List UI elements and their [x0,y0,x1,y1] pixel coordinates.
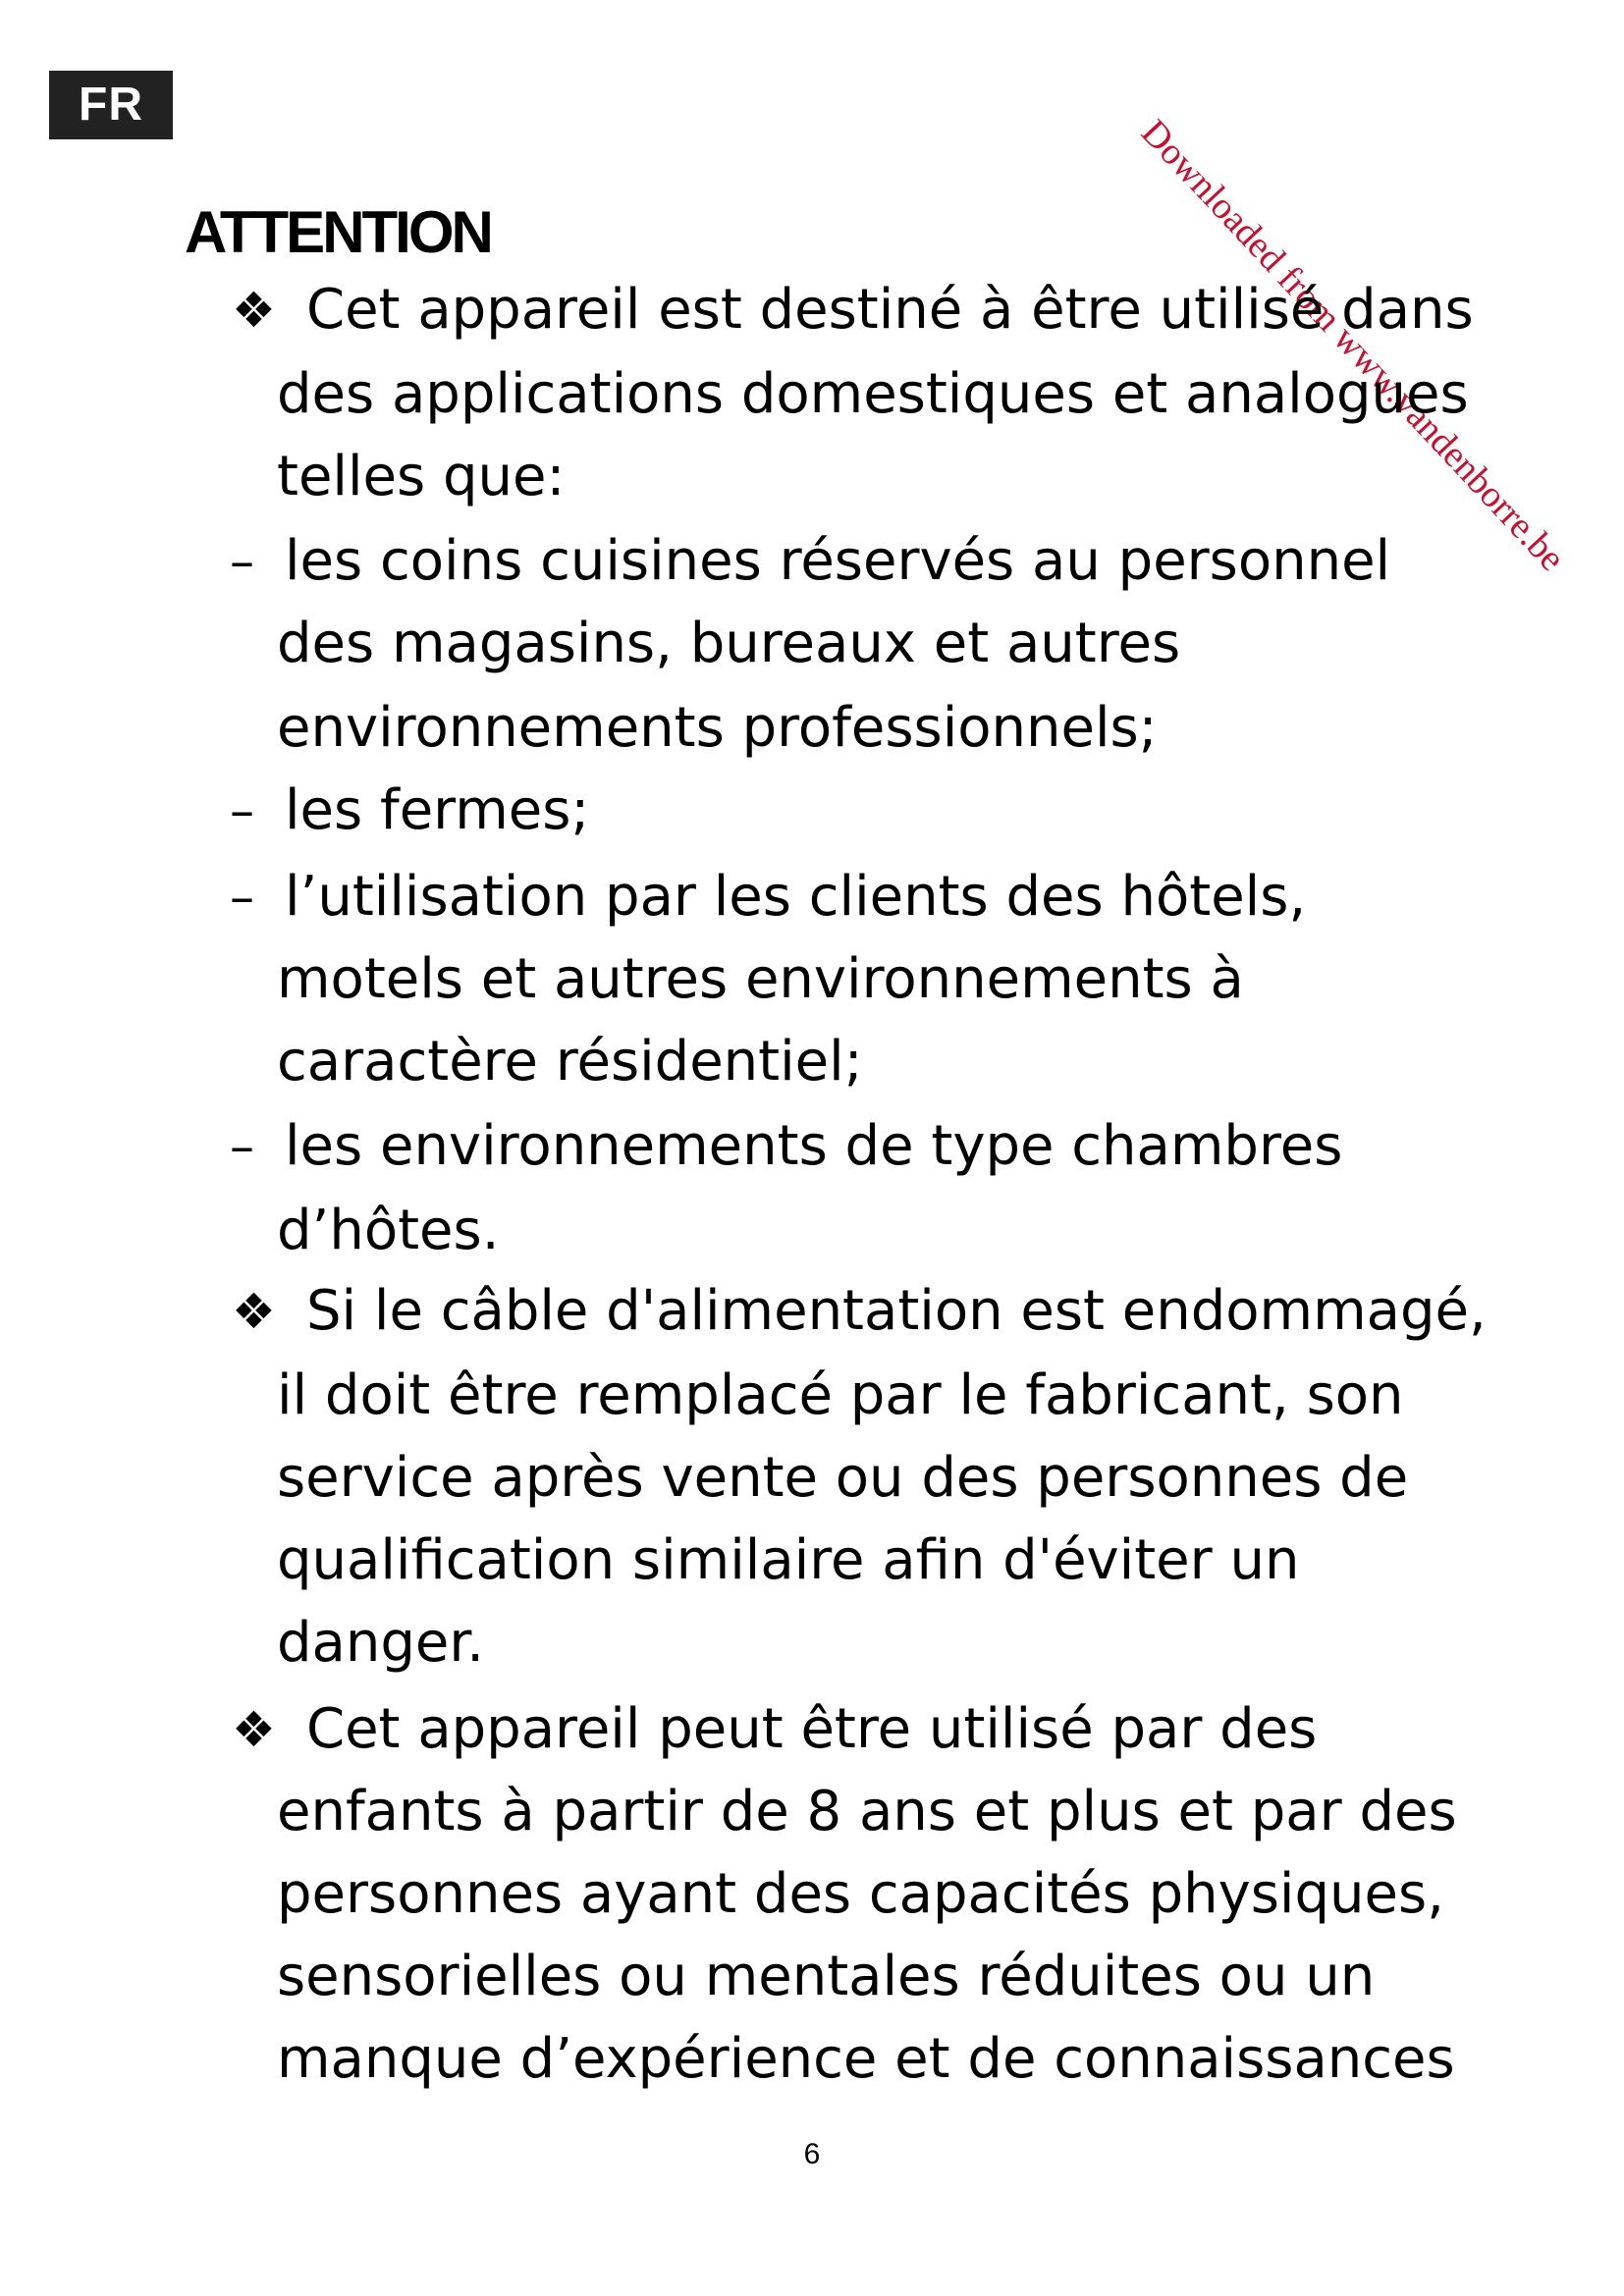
text-line: l’utilisation par les clients des hôtels, [285,865,1307,929]
bullet-marker-icon: ❖ [232,1283,276,1340]
bullet-marker-icon: ❖ [232,282,276,339]
text-line: d’hôtes. [277,1199,500,1262]
dash-marker: – [230,782,254,839]
dash-marker: – [230,869,254,926]
text-line: Cet appareil peut être utilisé par des [306,1697,1318,1761]
text-line: il doit être remplacé par le fabricant, son [277,1363,1404,1427]
dash-marker: – [230,533,254,590]
text-line: des applications domestiques et analogues [277,362,1469,426]
text-line: personnes ayant des capacités physiques, [277,1862,1444,1926]
bullet-marker-icon: ❖ [232,1701,276,1758]
download-watermark: Downloaded from www.vandenborre.be [1133,111,1573,580]
text-line: motels et autres environnements à [277,947,1244,1011]
language-badge: FR [49,71,173,139]
text-line: manque d’expérience et de connaissances [277,2027,1455,2091]
text-line: Si le câble d'alimentation est endommagé, [306,1279,1487,1343]
text-line: les fermes; [285,778,590,842]
text-line: danger. [277,1611,485,1675]
page-number: 6 [803,2138,821,2170]
text-line: sensorielles ou mentales réduites ou un [277,1945,1376,2008]
section-heading: ATTENTION [185,199,491,265]
text-line: telles que: [277,445,566,508]
text-line: des magasins, bureaux et autres [277,612,1181,675]
text-line: qualification similaire afin d'éviter un [277,1528,1300,1592]
text-line: Cet appareil est destiné à être utilisé dans [306,278,1474,342]
text-line: enfants à partir de 8 ans et plus et par des [277,1780,1457,1843]
text-line: service après vente ou des personnes de [277,1446,1409,1510]
text-line: environnements professionnels; [277,696,1158,760]
text-line: caractère résidentiel; [277,1030,863,1094]
text-line: les coins cuisines réservés au personnel [285,529,1391,593]
dash-marker: – [230,1118,254,1175]
text-line: les environnements de type chambres [285,1114,1343,1178]
